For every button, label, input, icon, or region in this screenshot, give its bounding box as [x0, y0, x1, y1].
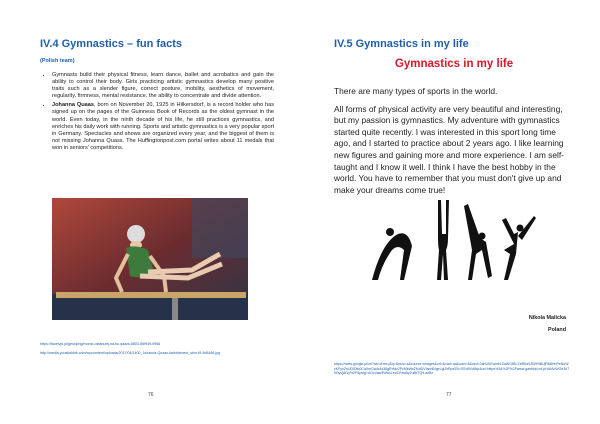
team-label: (Polish team) — [40, 58, 75, 64]
gymnast-silhouette-4 — [502, 216, 536, 280]
page-number: 76 — [148, 392, 154, 398]
gymnast-silhouette-3 — [464, 204, 492, 280]
article-title: Gymnastics in my life — [394, 58, 514, 70]
list-item — [52, 102, 274, 152]
page-number: 77 — [446, 392, 452, 398]
article-body — [334, 86, 574, 196]
fact-name: Johanna Quaas — [52, 102, 94, 109]
gymnast-silhouettes — [368, 194, 538, 286]
paragraph: All forms of physical activity are very beautiful and interesting, but my passion is gymnastics. My adventure with gymnastics started quite recently. I was interested in this sport long time ago, and I started to practice about 2 years ago. I like learning new figures and gaining more and more experience. I am self-taught and I know it well. I think I have the best hobby in the world. You have to remember that you must don't give up and make your dreams come true! — [334, 103, 564, 195]
section-heading: IV.5 Gymnastics in my life — [334, 38, 469, 50]
photo-image — [52, 198, 248, 320]
source-links — [40, 340, 270, 358]
source-link[interactable]: http://media.youskaldirk.com/wycorntent/uploads/2017/04/1400_Johanna-Quaas-kalelolevent_sbm-f9-9d8486.jpg — [40, 351, 221, 355]
facts-list — [40, 72, 274, 152]
gymnast-photo — [52, 198, 248, 320]
gymnast-silhouette-2 — [437, 200, 449, 280]
source-link[interactable]: https://facetvpl.pl/geocjong/monst-ostarszej-na-tw-qaazs-8803-86f949-9966 — [40, 342, 161, 346]
fact-text: , born on November 20, 1925 in Hilkersdorf, is a record holder who has signed up on the pages of the Guinness Book of Records as the oldest gymnast in the world. Even today, in the ninth decade of his life, he still practices gymnastics, and enriches his daily work with running. Sports and artistic gymnastics is a very popular sport in Germany. Spectacles and shows are organized every year, and the biggest of them is not missing Johanna Quass. The Huffingtonpost.com portal writes about 11 medals that won in seniors' competitions. — [52, 102, 274, 151]
author-block — [529, 312, 566, 336]
source-link[interactable]: https://www.google.pl/url?sa=i&rct=j&q=&esrc=s&source=images&cd=&cad=rja&uact=8&ved=2ahUKEwinb1ZaWG8N-ZeBKd0ZBHNBUjRkBHnPeNoWzKFyoZnUDIDtb0CaXmGa4x4s36gRHdz2PcMbWsZMdDVIanhBIgeLgiJhRpeZN=SEd9VdWp&url=https%3A%2F%2Fwww.ganbkid.ml-pHAIAoWOe3o7KByvjAf1y%2F&psig=AOvVaw3Wwxi-eoCRmfAy2u8bTQ9-ad5z — [334, 362, 570, 376]
paragraph: There are many types of sports in the world. — [334, 86, 498, 96]
author-country: Poland — [548, 327, 566, 333]
list-item — [52, 72, 274, 100]
section-heading: IV.4 Gymnastics – fun facts — [40, 38, 183, 50]
fact-text: Gymnasts build their physical fitness, learn dance, ballet and acrobatics and gain the ability to control their body. Girls practicing artistic gymnastics develop many positive traits such as a slender figure, correct posture, mobility, aesthetics of movement, regularity, firmness, mental resistance, the ability to concentrate and divide attention. — [52, 72, 274, 100]
author-name: Nikola Malicka — [528, 315, 566, 321]
gymnast-silhouette-1 — [372, 228, 412, 280]
